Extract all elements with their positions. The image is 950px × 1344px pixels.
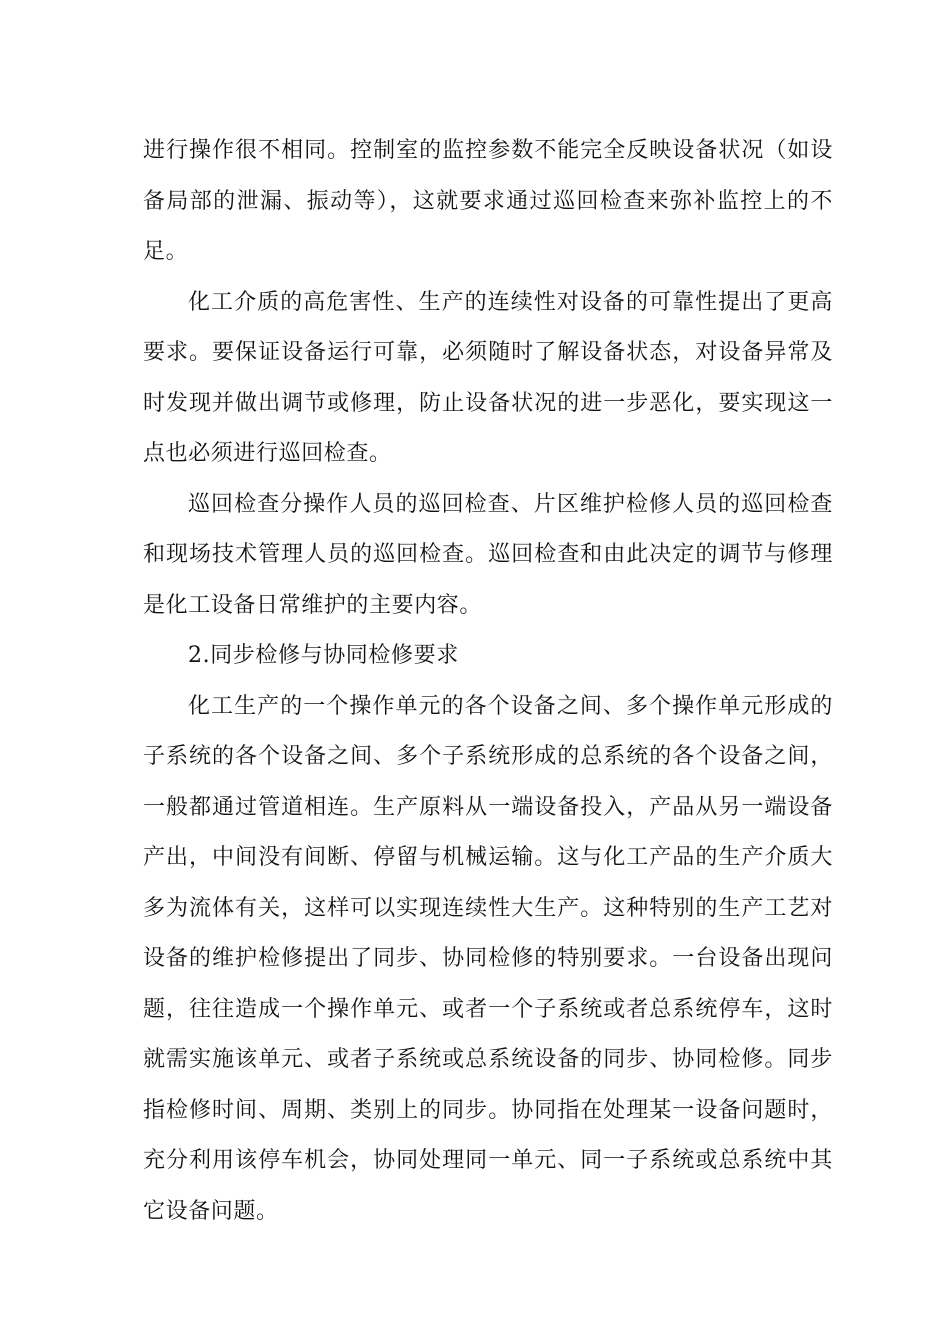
paragraph-reliability: 化工介质的高危害性、生产的连续性对设备的可靠性提出了更高要求。要保证设备运行可靠，必须随时了解设备状态，对设备异常及时发现并做出调节或修理，防止设备状况的进一步恶化，要实现这一点也必须进行巡回检查。 bbox=[143, 289, 833, 466]
section-heading: 2.同步检修与协同检修要求 bbox=[188, 643, 459, 668]
document-body bbox=[143, 126, 833, 1237]
paragraph-inspection-types: 巡回检查分操作人员的巡回检查、片区维护检修人员的巡回检查和现场技术管理人员的巡回检查。巡回检查和由此决定的调节与修理是化工设备日常维护的主要内容。 bbox=[143, 491, 833, 618]
paragraph-synchronous-maintenance: 化工生产的一个操作单元的各个设备之间、多个操作单元形成的子系统的各个设备之间、多个子系统形成的总系统的各个设备之间，一般都通过管道相连。生产原料从一端设备投入，产品从另一端设备产出，中间没有间断、停留与机械运输。这与化工产品的生产介质大多为流体有关，这样可以实现连续性大生产。这种特别的生产工艺对设备的维护检修提出了同步、协同检修的特别要求。一台设备出现问题，往往造成一个操作单元、或者一个子系统或者总系统停车，这时就需实施该单元、或者子系统或总系统设备的同步、协同检修。同步指检修时间、周期、类别上的同步。协同指在处理某一设备问题时，充分利用该停车机会，协同处理同一单元、同一子系统或总系统中其它设备问题。 bbox=[143, 693, 833, 1224]
paragraph-continuation: 进行操作很不相同。控制室的监控参数不能完全反映设备状况（如设备局部的泄漏、振动等），这就要求通过巡回检查来弥补监控上的不足。 bbox=[143, 138, 833, 264]
